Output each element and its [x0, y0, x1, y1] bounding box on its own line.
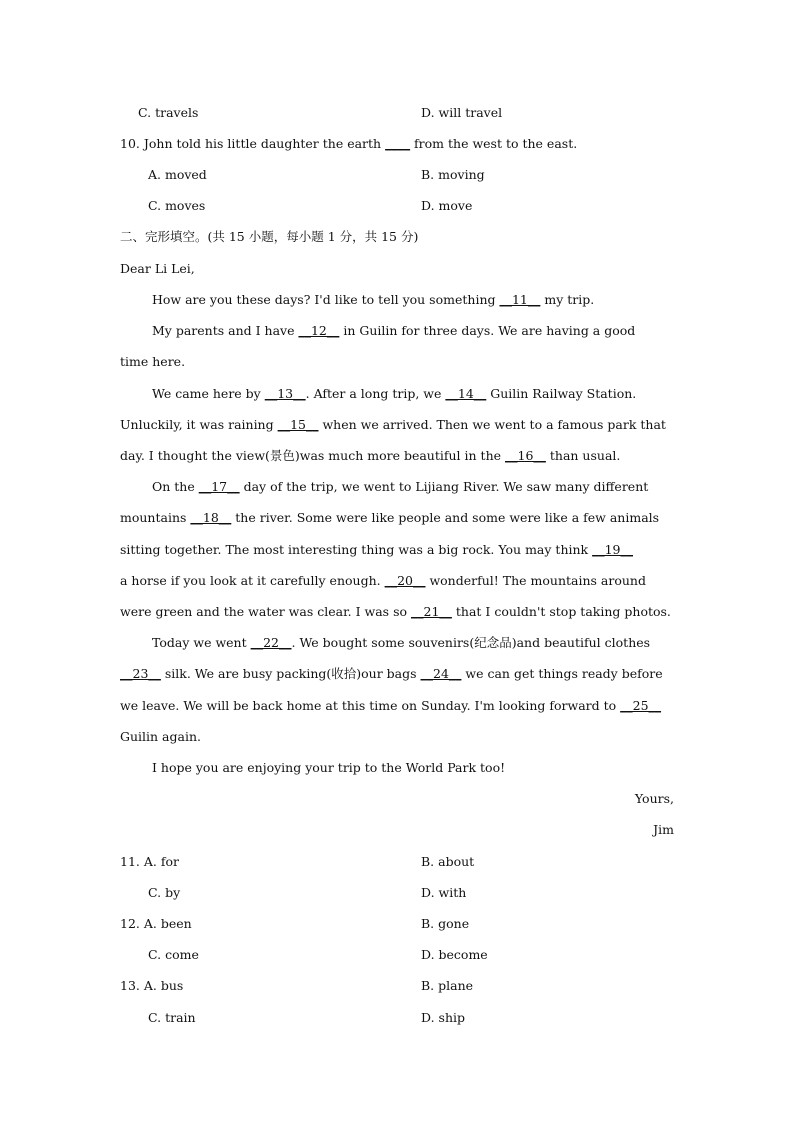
- letter-line: mountains __18__ the river. Some were like people and some were like a few animals: [120, 510, 660, 525]
- blank-19: __19__: [592, 542, 633, 557]
- blank-25: __25__: [620, 698, 662, 713]
- letter-line: time here.: [120, 354, 186, 369]
- letter-line: a horse if you look at it carefully enough. __20__ wonderful! The mountains around: [120, 573, 646, 588]
- q10-stem-post: from the west to the east.: [410, 136, 578, 151]
- letter-line: day. I thought the view(景色)was much more beautiful in the __16__ than usual.: [120, 448, 621, 463]
- letter-greeting: Dear Li Lei,: [120, 261, 195, 276]
- q12-option-c: C. come: [148, 947, 199, 962]
- letter-line: sitting together. The most interesting thing was a big rock. You may think __19__: [120, 542, 633, 557]
- letter-line: Guilin again.: [120, 729, 201, 744]
- q13-option-a: 13. A. bus: [120, 978, 184, 993]
- blank-20: __20__: [384, 573, 426, 588]
- q11-option-d: D. with: [421, 885, 467, 900]
- blank-16: __16__: [505, 448, 546, 463]
- q13-option-b: B. plane: [421, 978, 474, 993]
- q12-option-d: D. become: [421, 947, 488, 962]
- q12-option-a: 12. A. been: [120, 916, 192, 931]
- q9-option-d: D. will travel: [421, 105, 503, 120]
- blank-13: __13__: [264, 386, 306, 401]
- blank-11: __11__: [499, 292, 541, 307]
- q11-option-b: B. about: [421, 854, 475, 869]
- blank-18: __18__: [190, 510, 232, 525]
- letter-line: My parents and I have __12__ in Guilin for three days. We are having a good: [152, 323, 636, 338]
- section-title: 二、完形填空。(共 15 小题，每小题 1 分，共 15 分): [120, 229, 419, 244]
- q10-stem: [120, 136, 577, 152]
- letter-line: Unluckily, it was raining __15__ when we arrived. Then we went to a famous park that: [120, 417, 666, 432]
- q10-option-c: C. moves: [148, 198, 206, 213]
- blank-21: __21__: [411, 604, 452, 619]
- letter-line: How are you these days? I'd like to tell you something __11__ my trip.: [152, 292, 595, 307]
- blank-17: __17__: [198, 479, 240, 494]
- q10-option-d: D. move: [421, 198, 473, 213]
- letter-line: we leave. We will be back home at this time on Sunday. I'm looking forward to __25__: [120, 698, 662, 713]
- blank-23: __23__: [120, 666, 161, 681]
- q13-option-d: D. ship: [421, 1010, 465, 1025]
- blank-15: __15__: [277, 417, 319, 432]
- q12-option-b: B. gone: [421, 916, 470, 931]
- letter-closing: Yours,: [634, 791, 674, 806]
- letter-line: Today we went __22__. We bought some souvenirs(纪念品)and beautiful clothes: [152, 635, 651, 650]
- letter-line: were green and the water was clear. I was so __21__ that I couldn't stop taking photos.: [120, 604, 671, 619]
- letter-line: We came here by __13__. After a long trip, we __14__ Guilin Railway Station.: [152, 386, 637, 401]
- blank-22: __22__: [250, 635, 292, 650]
- letter-line: __23__ silk. We are busy packing(收拾)our bags __24__ we can get things ready before: [120, 666, 663, 681]
- q10-option-a: A. moved: [148, 167, 207, 182]
- blank-24: __24__: [420, 666, 462, 681]
- blank-12: __12__: [298, 323, 340, 338]
- q11-option-a: 11. A. for: [120, 854, 179, 869]
- blank-14: __14__: [445, 386, 487, 401]
- q9-option-c: C. travels: [138, 105, 199, 120]
- letter-line: I hope you are enjoying your trip to the World Park too!: [152, 760, 506, 775]
- q10-stem-pre: 10. John told his little daughter the earth: [120, 136, 386, 151]
- q10-option-b: B. moving: [421, 167, 485, 182]
- q11-option-c: C. by: [148, 885, 181, 900]
- q10-blank: ____: [385, 136, 411, 151]
- letter-signature: Jim: [653, 822, 674, 837]
- q13-option-c: C. train: [148, 1010, 196, 1025]
- letter-line: On the __17__ day of the trip, we went to Lijiang River. We saw many different: [152, 479, 649, 494]
